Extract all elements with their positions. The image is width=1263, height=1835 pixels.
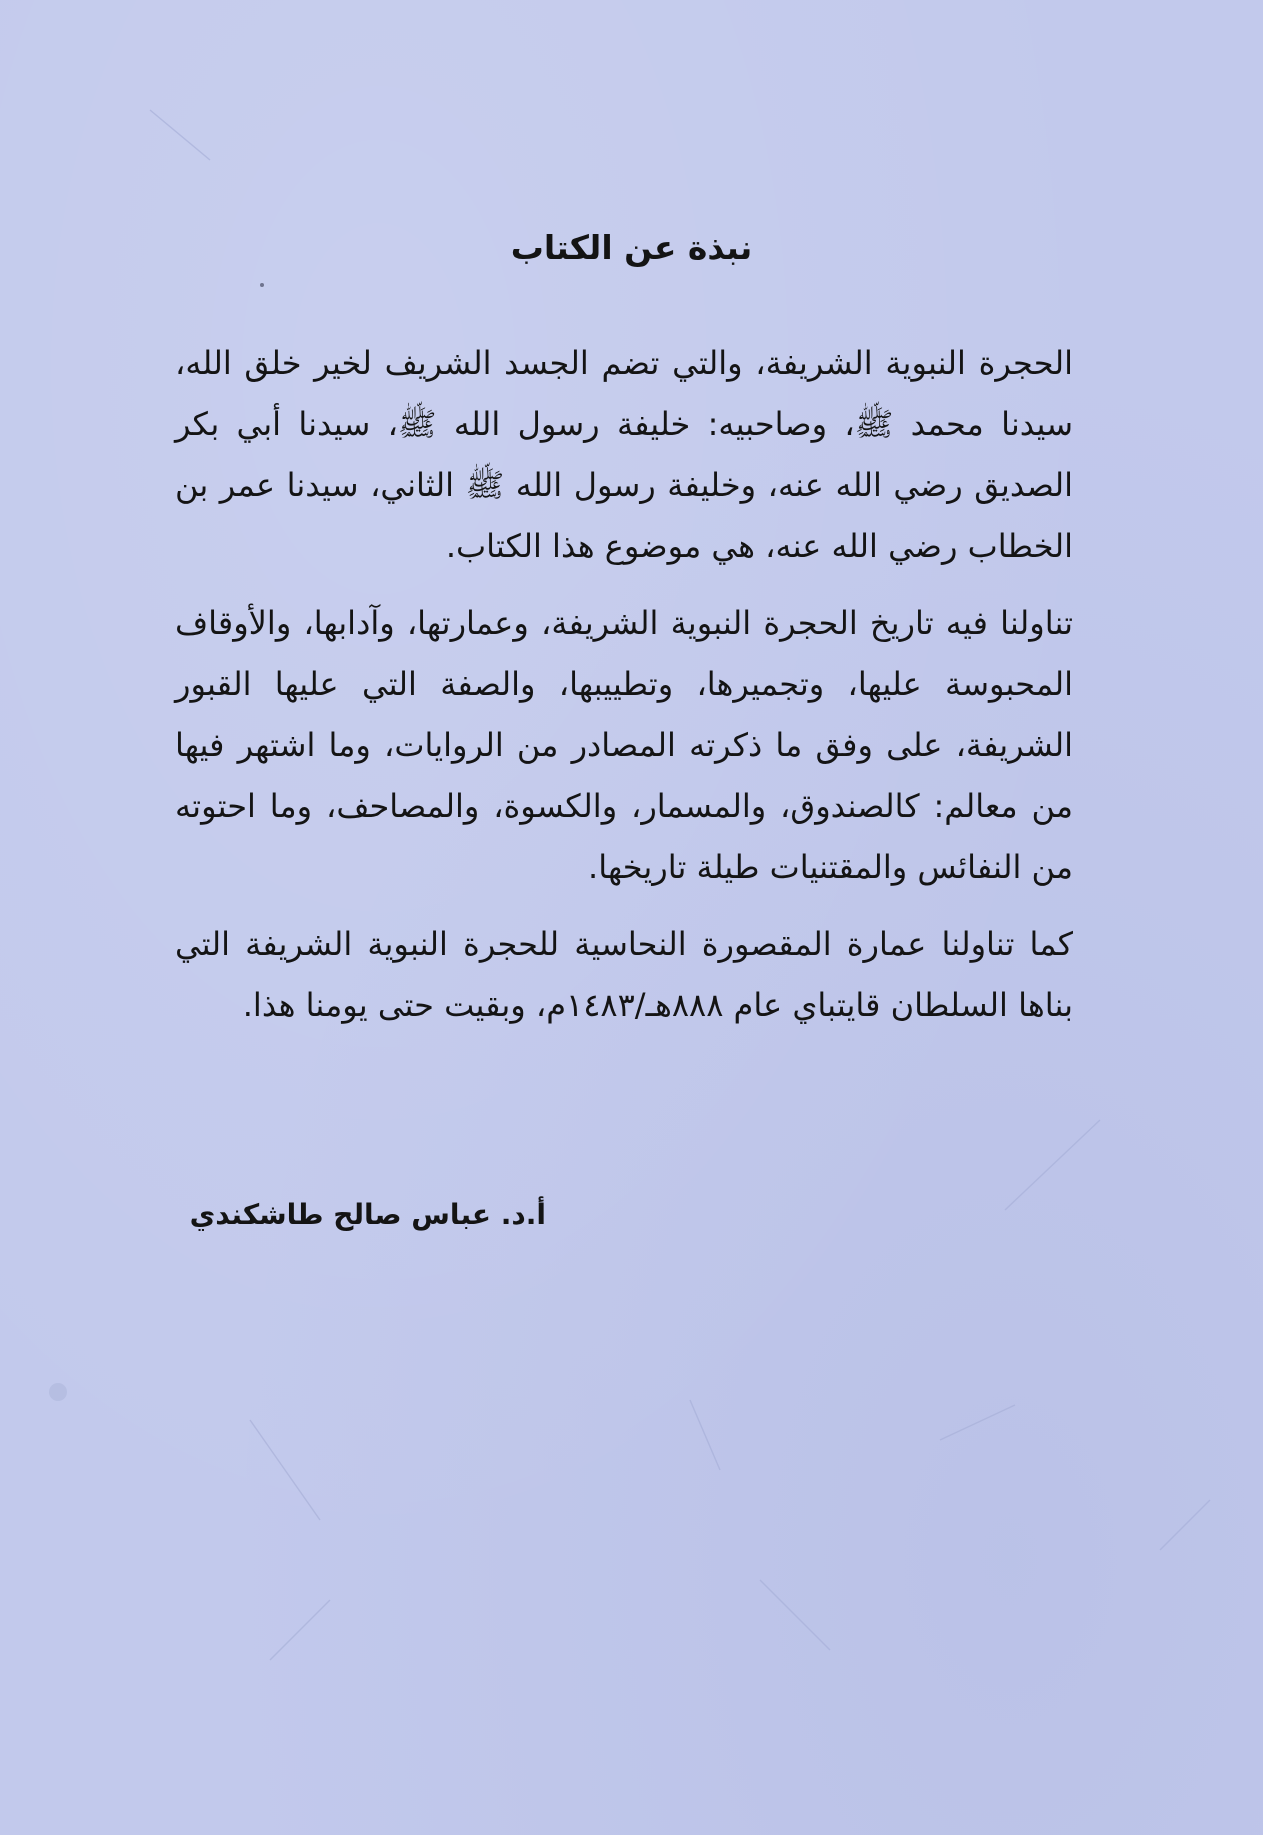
paragraph-2: تناولنا فيه تاريخ الحجرة النبوية الشريفة، وعمارتها، وآدابها، والأوقاف المحبوسة عليها، وتجميرها، وتطييبها، والصفة التي عليها القبور الشريفة، على وفق ما ذكرته المصادر من الروايات، وما اشتهر فيها من معالم: كالصندوق، والمسمار، والكسوة، والمصاحف، وما احتوته من النفائس والمقتنيات طيلة تاريخها.: [175, 604, 1073, 886]
summary-text: [175, 333, 1073, 1052]
paragraph-1: الحجرة النبوية الشريفة، والتي تضم الجسد الشريف لخير خلق الله، سيدنا محمد ﷺ، وصاحبيه: خليفة رسول الله ﷺ، سيدنا أبي بكر الصديق رضي الله عنه، وخليفة رسول الله ﷺ الثاني، سيدنا عمر بن الخطاب رضي الله عنه، هي موضوع هذا الكتاب.: [175, 344, 1073, 565]
page-title: نبذة عن الكتاب: [510, 228, 753, 267]
author-name: أ.د. عباس صالح طاشكندي: [189, 1198, 546, 1231]
paragraph-3: كما تناولنا عمارة المقصورة النحاسية للحجرة النبوية الشريفة التي بناها السلطان قايتباي عام ٨٨٨هـ/١٤٨٣م، وبقيت حتى يومنا هذا.: [175, 925, 1073, 1024]
